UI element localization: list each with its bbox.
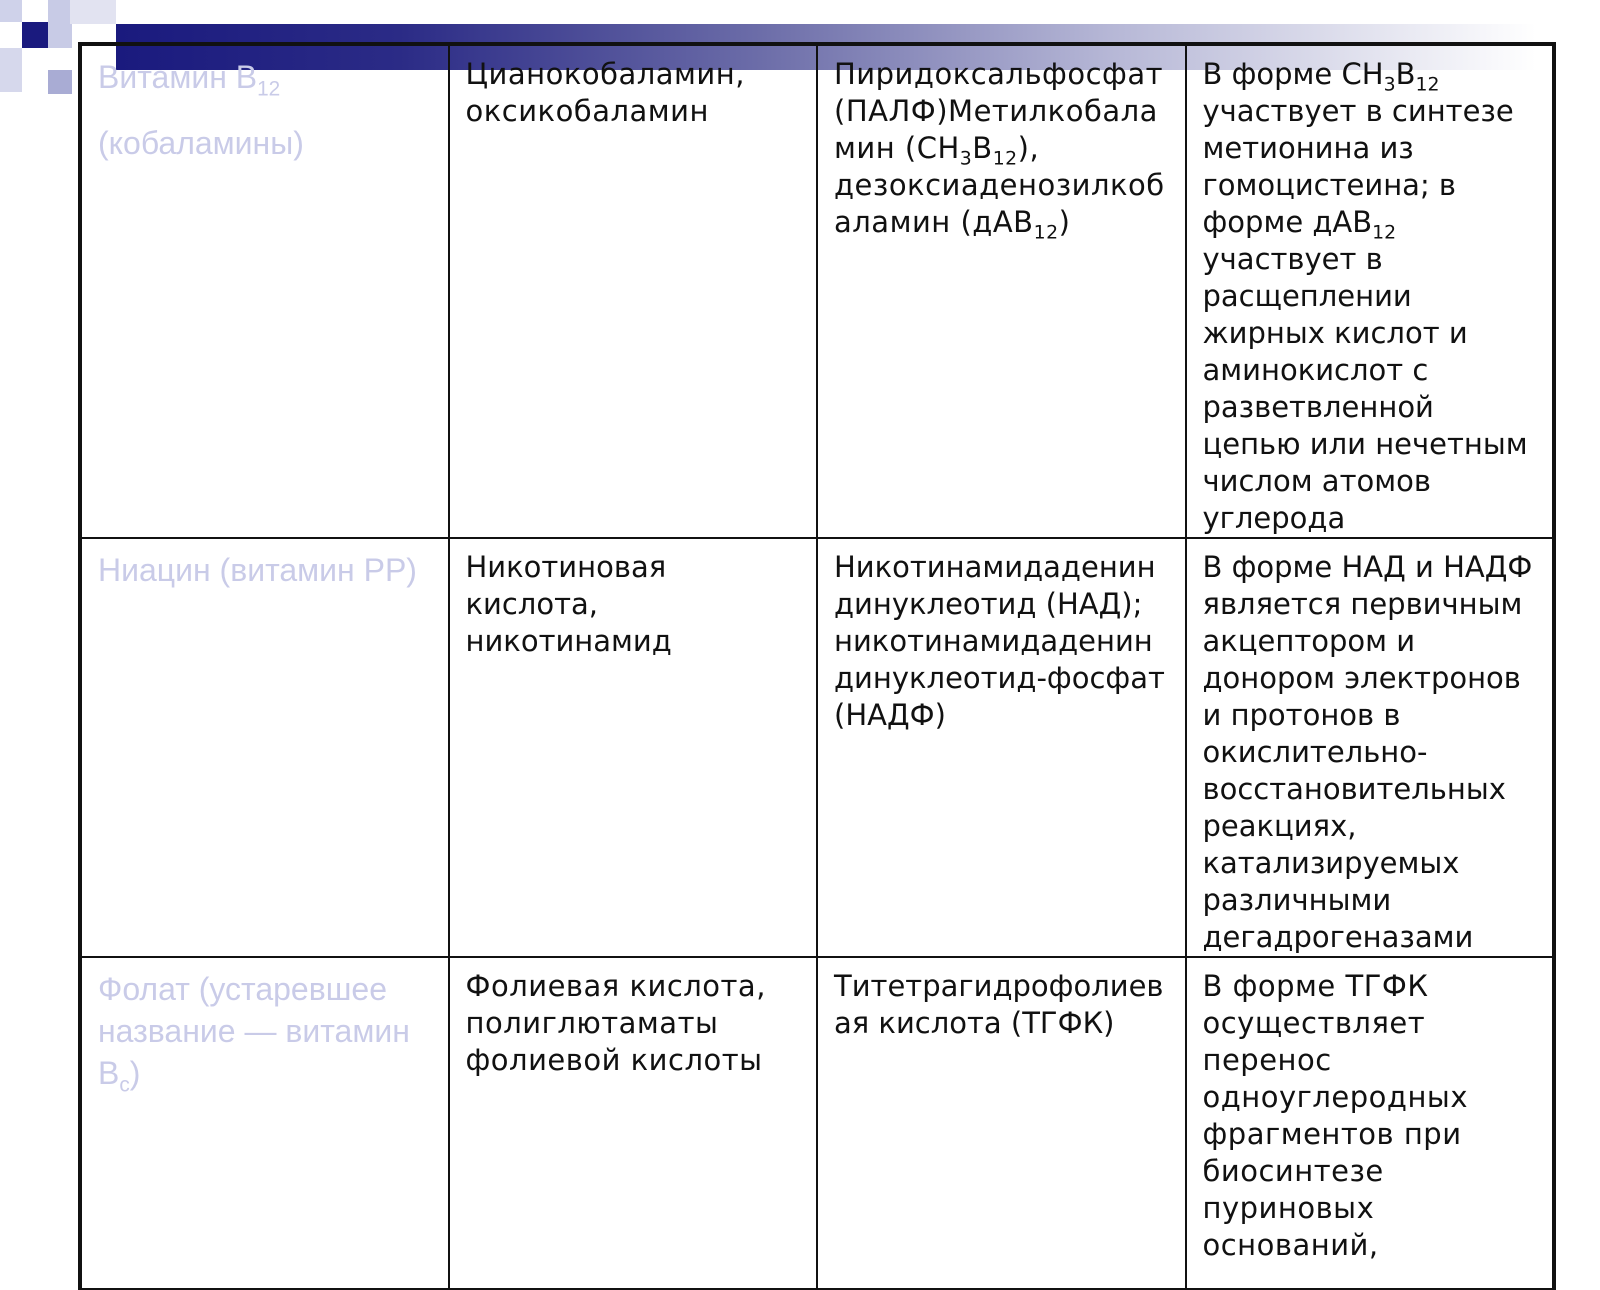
coenzyme-sub: 12 xyxy=(1033,222,1059,244)
function-cell xyxy=(1186,957,1555,1289)
decor-square xyxy=(48,0,72,48)
function-sub: 3 xyxy=(1383,74,1396,96)
table-row xyxy=(80,538,1554,957)
function-text: В форме НАД и НАДФ является первичным акцептором и донором электронов и протонов в окислительно-восстановительных реакциях, катализируемых различными дегадрогеназами xyxy=(1202,550,1533,954)
vitamin-forms: Никотиновая кислота, никотинамид xyxy=(465,550,672,658)
function-text: В форме CH xyxy=(1202,57,1384,91)
function-text: В форме ТГФК осуществляет перенос одноуглеродных фрагментов при биосинтезе пуриновых оснований, xyxy=(1202,969,1468,1262)
table-row xyxy=(80,957,1554,1289)
coenzyme-text: ) xyxy=(1058,205,1071,239)
decor-square xyxy=(0,48,22,92)
function-cell xyxy=(1186,538,1555,957)
vitamin-name: Витамин B xyxy=(98,59,258,95)
coenzyme-text: Титетрагидрофолиевая кислота (ТГФК) xyxy=(834,969,1164,1040)
vitamin-table xyxy=(78,42,1556,1290)
coenzyme-text: Никотинамидадениндинуклеотид (НАД); никотинамидадениндинуклеотид-фосфат (НАДФ) xyxy=(834,550,1165,732)
decor-square xyxy=(48,70,72,94)
vitamin-name-end: ) xyxy=(129,1055,141,1091)
vitamin-forms: Цианокобаламин, оксикобаламин xyxy=(465,57,745,128)
function-text: B xyxy=(1395,57,1416,91)
vitamin-forms-cell xyxy=(449,44,818,538)
vitamin-name: Ниацин (витамин PP) xyxy=(98,552,417,588)
decor-square xyxy=(0,0,22,22)
vitamin-name: Фолат (устаревшее название — витамин B xyxy=(98,971,410,1091)
vitamin-alt-name: (кобаламины) xyxy=(98,125,304,161)
coenzyme-sub: 12 xyxy=(992,148,1018,170)
coenzyme-cell xyxy=(817,44,1186,538)
vitamin-name-cell xyxy=(80,957,449,1289)
function-sub: 12 xyxy=(1415,74,1440,96)
coenzyme-text: B xyxy=(972,131,993,165)
vitamin-subscript: 12 xyxy=(257,77,281,101)
vitamin-forms: Фолиевая кислота, полиглютаматы фолиевой кислоты xyxy=(465,969,766,1077)
vitamin-forms-cell xyxy=(449,957,818,1289)
vitamin-name-cell xyxy=(80,44,449,538)
decor-square-dark xyxy=(22,22,48,48)
coenzyme-text: Пиридоксальфосфат (ПАЛФ)Метилкобаламин (CH xyxy=(834,57,1164,165)
function-text: участвует в синтезе метионина из гомоцистеина; в форме дАВ xyxy=(1202,94,1514,239)
function-text: участвует в расщеплении жирных кислот и аминокислот с разветвленной цепью или нечетным числом атомов углерода xyxy=(1202,242,1528,535)
coenzyme-cell xyxy=(817,538,1186,957)
decor-square xyxy=(70,0,116,24)
vitamin-subscript: c xyxy=(119,1073,130,1097)
coenzyme-text: ), дезоксиаденозилкобаламин (дАВ xyxy=(834,131,1165,239)
coenzyme-sub: 3 xyxy=(959,148,973,170)
vitamin-name-cell xyxy=(80,538,449,957)
table-row xyxy=(80,44,1554,538)
vitamin-forms-cell xyxy=(449,538,818,957)
coenzyme-cell xyxy=(817,957,1186,1289)
function-sub: 12 xyxy=(1372,222,1397,244)
function-cell xyxy=(1186,44,1555,538)
